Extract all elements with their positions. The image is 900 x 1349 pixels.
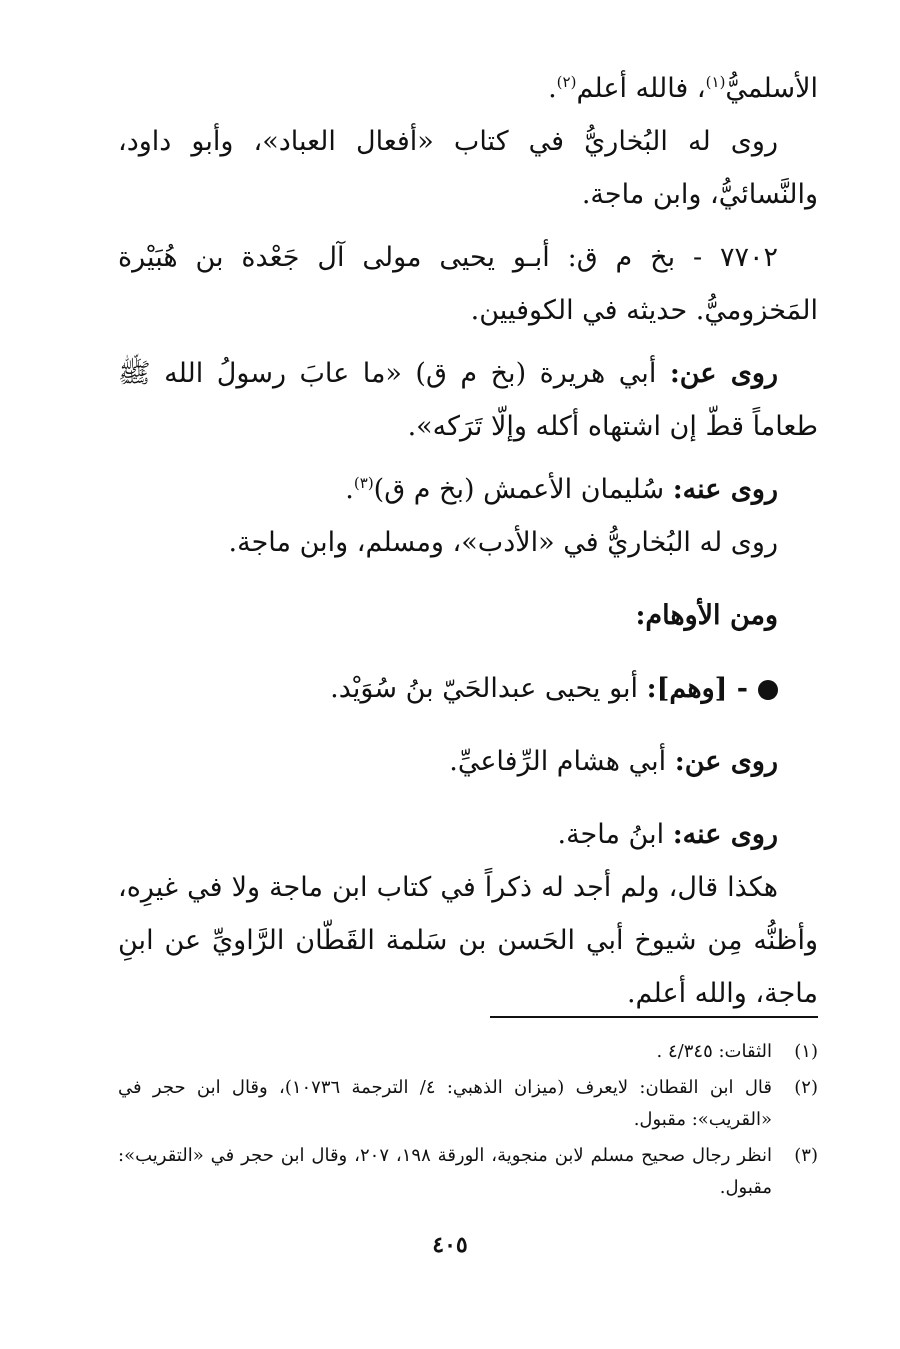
bullet-icon [758,680,778,700]
closing-paragraph: هكذا قال، ولم أجد له ذكراً في كتاب ابن ماجة ولا في غيرِه، وأظنُّه مِن شيوخ أبي الحَسن بن سَلمة القَطّان الرَّاويِّ عن ابنِ ماجة، والله أعلم. [118,872,818,1009]
wahm-rawa-an-text: أبي هشام الرِّفاعيِّ. [449,746,667,777]
awham-heading: ومن الأوهام: [635,600,778,631]
riwaya-paragraph-1: روى له البُخاريُّ في كتاب «أفعال العباد»، وأبو داود، والنَّسائيُّ، وابن ماجة. [118,126,818,210]
riwaya-paragraph-2: روى له البُخاريُّ في «الأدب»، ومسلم، وابن ماجة. [228,527,778,558]
rawa-anhu-end: . [345,474,354,505]
continuation-end: . [548,73,557,104]
wahm-paragraph [118,662,818,715]
footnote-ref-3: (٣) [353,474,374,492]
rawa-anhu-text: سُليمان الأعمش (بخ م ق) [373,474,665,505]
rawa-an-paragraph [118,347,818,453]
page-number: ٤٠٥ [432,1232,468,1258]
rawa-an-label: روى عن: [669,358,778,389]
footnote-separator [490,1016,818,1018]
entry-heading: ٧٧٠٢ - بخ م ق: أبـو يحيى مولى آل جَعْدة بن هُبَيْرة المَخزوميُّ. حديثه في الكوفيين. [118,242,818,326]
wahm-rawa-anhu-text: ابنُ ماجة. [557,819,665,850]
page-body [118,62,818,1020]
rawa-anhu-label: روى عنه: [672,474,778,505]
rawa-anhu-paragraph [118,463,818,516]
footnote-number: (٣) [794,1145,818,1166]
continuation-line [118,62,818,115]
continuation-text: الأسلميُّ [725,73,818,104]
footnote-number: (١) [794,1041,818,1062]
footnote [118,1036,818,1068]
footnote-number: (٢) [794,1077,818,1098]
wahm-label: - [وهم]: [646,673,748,704]
continuation-tail: ، فالله أعلم [576,73,706,104]
footnote-ref-1: (١) [705,73,726,91]
wahm-rawa-anhu-paragraph [118,808,818,861]
wahm-rawa-an-paragraph [118,735,818,788]
footnote-text: انظر رجال صحيح مسلم لابن منجوية، الورقة ١٩٨، ٢٠٧، وقال ابن حجر في «التقريب»: مقبول. [118,1145,773,1198]
footnote [118,1072,818,1136]
footnote-ref-2: (٢) [556,73,577,91]
footnotes [118,1036,818,1208]
wahm-rawa-anhu-label: روى عنه: [672,819,778,850]
wahm-text: أبو يحيى عبدالحَيّ بنُ سُوَيْد. [330,673,639,704]
footnote-text: الثقات: ٤/٣٤٥ . [656,1041,772,1062]
footnote [118,1140,818,1204]
footnote-text: قال ابن القطان: لايعرف (ميزان الذهبي: ٤/ الترجمة ١٠٧٣٦)، وقال ابن حجر في «القريب»: مقبول. [118,1077,773,1130]
rawa-an-text: أبي هريرة (بخ م ق) «ما عابَ رسولُ الله ﷺ طعاماً قطّ إن اشتهاه أكله وإلّا تَرَكه». [118,358,818,442]
wahm-rawa-an-label: روى عن: [674,746,778,777]
